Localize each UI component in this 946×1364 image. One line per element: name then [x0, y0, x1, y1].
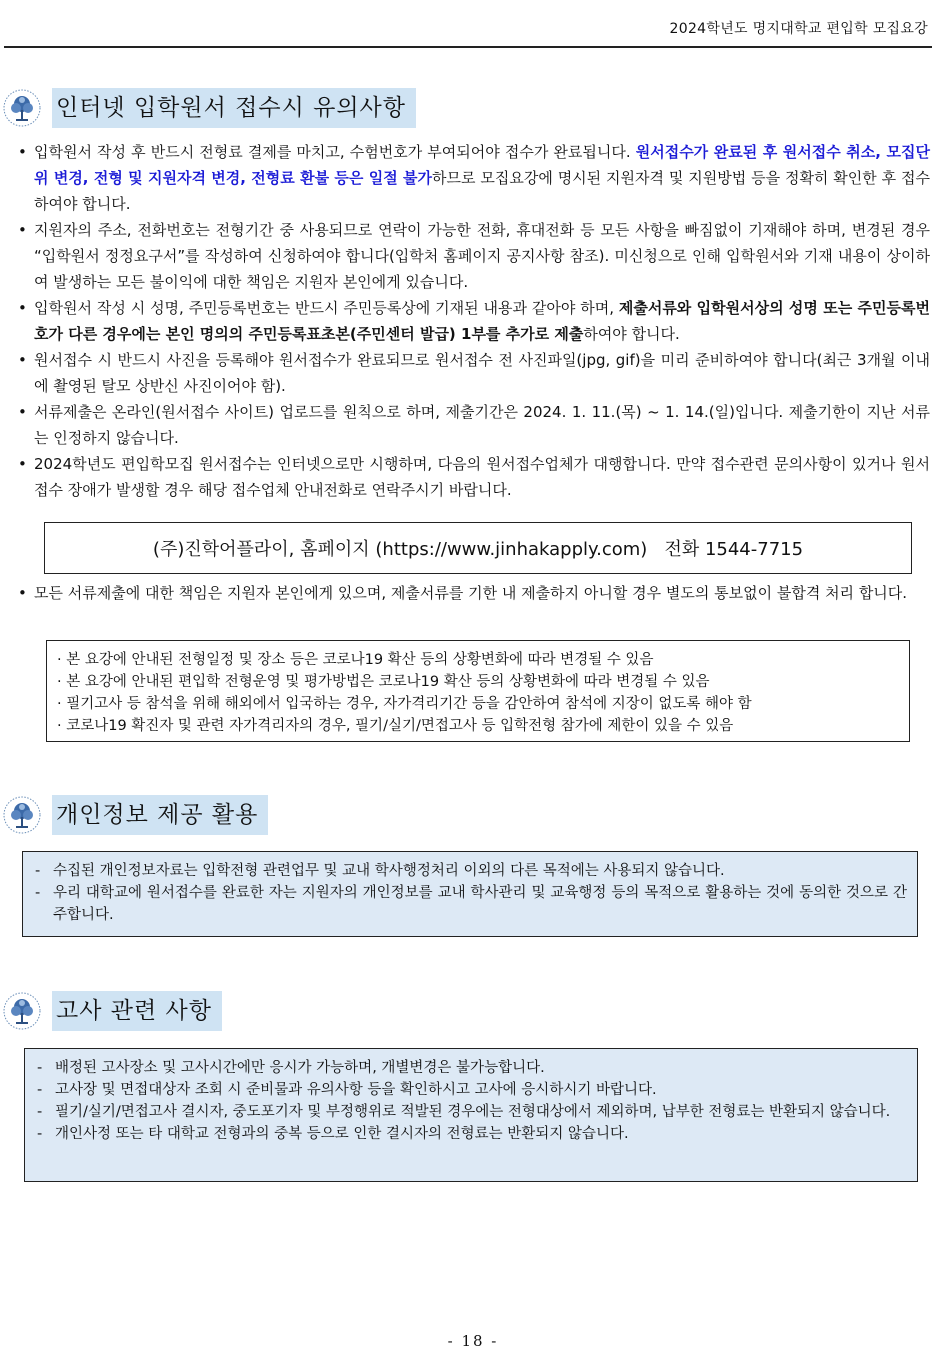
notice-line: · 본 요강에 안내된 편입학 전형운영 및 평가방법은 코로나19 확산 등의 상황변화에 따라 변경될 수 있음: [57, 674, 710, 690]
list-item: • 지원자의 주소, 전화번호는 전형기간 중 사용되므로 연락이 가능한 전화, 휴대전화 등 모든 사항을 빠짐없이 기재해야 하며, 변경된 경우 “입학원서 정정요구서”를 작성하여 신청하여야 합니다(입학처 홈페이지 공지사항 참조). 미신청으로 인해 입학원서와 기재 내용이 상이하여 발생하는 모든 불이익에 대한 책임은 지원자 본인에게 있습니다.: [14, 217, 930, 295]
emphasis-text: 원서접수가 완료된 후 원서접수 취소, 모집단위 변경, 전형 및 지원자격 변경, 전형료 환불 등은 일절 불가: [34, 143, 930, 187]
section-title: 고사 관련 사항: [56, 998, 212, 1024]
list-item: • 입학원서 작성 후 반드시 전형료 결제를 마치고, 수험번호가 부여되어야 접수가 완료됩니다. 원서접수가 완료된 후 원서접수 취소, 모집단위 변경, 전형 및 지원자격 변경, 전형료 환불 등은 일절 불가하므로 모집요강에 명시된 지원자격 및 지원방법 등을 정확히 확인한 후 접수하여야 합니다.: [14, 139, 930, 217]
university-emblem-icon: [2, 88, 42, 128]
list-item: • 입학원서 작성 시 성명, 주민등록번호는 반드시 주민등록상에 기재된 내용과 같아야 하며, 제출서류와 입학원서상의 성명 또는 주민등록번호가 다른 경우에는 본인 명의의 주민등록표초본(주민센터 발급) 1부를 추가로 제출하여야 합니다.: [14, 295, 930, 347]
list-item: - 고사장 및 면접대상자 조회 시 준비물과 유의사항 등을 확인하시고 고사에 응시하시기 바랍니다.: [37, 1082, 657, 1098]
notice-line: · 본 요강에 안내된 전형일정 및 장소 등은 코로나19 확산 등의 상황변화에 따라 변경될 수 있음: [57, 652, 654, 668]
application-notes-list: [14, 139, 930, 503]
privacy-box: [22, 851, 918, 937]
notice-line: · 코로나19 확진자 및 관련 자가격리자의 경우, 필기/실기/면접고사 등 입학전형 참가에 제한이 있을 수 있음: [57, 718, 734, 734]
section-title: 인터넷 입학원서 접수시 유의사항: [56, 95, 406, 121]
emphasis-text: 제출서류와 입학원서상의 성명 또는 주민등록번호가 다른 경우에는 본인 명의의 주민등록표초본(주민센터 발급) 1부를 추가로 제출: [34, 299, 930, 343]
page-number: - 18 -: [447, 1332, 499, 1350]
page-header: [4, 0, 932, 48]
notice-line: · 필기고사 등 참석을 위해 해외에서 입국하는 경우, 자가격리기간 등을 감안하여 참석에 지장이 없도록 해야 함: [57, 696, 752, 712]
contact-box: [44, 522, 912, 574]
responsibility-list: [14, 580, 930, 606]
document-title: 2024학년도 명지대학교 편입학 모집요강: [669, 21, 928, 37]
section-title-box: [52, 795, 268, 835]
section-title-box: [52, 991, 222, 1031]
list-item: - 우리 대학교에 원서접수를 완료한 자는 지원자의 개인정보를 교내 학사관리 및 교육행정 등의 목적으로 활용하는 것에 동의한 것으로 간주합니다.: [35, 885, 907, 923]
list-item: - 개인사정 또는 타 대학교 전형과의 중복 등으로 인한 결시자의 전형료는 반환되지 않습니다.: [37, 1126, 629, 1142]
list-item: • 서류제출은 온라인(원서접수 사이트) 업로드를 원칙으로 하며, 제출기간은 2024. 1. 11.(목) ~ 1. 14.(일)입니다. 제출기한이 지난 서류는 인정하지 않습니다.: [14, 399, 930, 451]
list-item: - 배정된 고사장소 및 고사시간에만 응시가 가능하며, 개별변경은 불가능합니다.: [37, 1060, 545, 1076]
university-emblem-icon: [2, 795, 42, 835]
university-emblem-icon: [2, 991, 42, 1031]
list-item: - 수집된 개인정보자료는 입학전형 관련업무 및 교내 학사행정처리 이외의 다른 목적에는 사용되지 않습니다.: [35, 863, 725, 879]
list-item: • 모든 서류제출에 대한 책임은 지원자 본인에게 있으며, 제출서류를 기한 내 제출하지 아니할 경우 별도의 통보없이 불합격 처리 합니다.: [14, 580, 930, 606]
section-title-box: [52, 88, 416, 128]
exam-box: [24, 1048, 918, 1182]
list-item: • 원서접수 시 반드시 사진을 등록해야 원서접수가 완료되므로 원서접수 전 사진파일(jpg, gif)을 미리 준비하여야 합니다(최근 3개월 이내에 촬영된 탈모 상반신 사진이어야 함).: [14, 347, 930, 399]
covid-notice-box: [46, 640, 910, 742]
list-item: • 2024학년도 편입학모집 원서접수는 인터넷으로만 시행하며, 다음의 원서접수업체가 대행합니다. 만약 접수관련 문의사항이 있거나 원서접수 장애가 발생할 경우 해당 접수업체 안내전화로 연락주시기 바랍니다.: [14, 451, 930, 503]
contact-info: (주)진학어플라이, 홈페이지 (https://www.jinhakapply.com) 전화 1544-7715: [152, 539, 804, 560]
section-title: 개인정보 제공 활용: [56, 802, 259, 828]
list-item: - 필기/실기/면접고사 결시자, 중도포기자 및 부정행위로 적발된 경우에는 전형대상에서 제외하며, 납부한 전형료는 반환되지 않습니다.: [37, 1104, 891, 1120]
